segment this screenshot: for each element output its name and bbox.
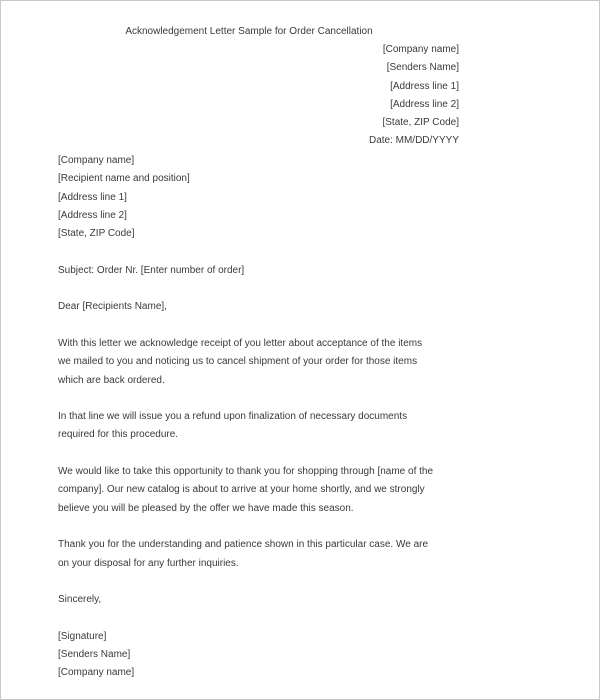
subject-line: Subject: Order Nr. [Enter number of order] — [58, 264, 245, 276]
paragraph-thanks — [58, 463, 478, 518]
letter-body — [58, 152, 478, 683]
paragraph-line: In that line we will issue you a refund upon finalization of necessary documents — [58, 411, 408, 423]
signature-sender-name: [Senders Name] — [58, 649, 131, 661]
paragraph-line: With this letter we acknowledge receipt of you letter about acceptance of the items — [58, 337, 423, 349]
paragraph-line: on your disposal for any further inquiries. — [58, 557, 239, 569]
paragraph-line: We would like to take this opportunity to thank you for shopping through [name of the — [58, 466, 434, 478]
recipient-name-position: [Recipient name and position] — [58, 173, 190, 185]
sender-block — [369, 41, 459, 151]
recipient-state-zip: [State, ZIP Code] — [58, 228, 135, 240]
paragraph-line: Thank you for the understanding and patience shown in this particular case. We are — [58, 539, 429, 551]
salutation: Dear [Recipients Name], — [58, 301, 167, 313]
sender-address-line-1: [Address line 1] — [390, 80, 459, 92]
sender-company: [Company name] — [382, 44, 459, 55]
signature-company: [Company name] — [58, 667, 135, 679]
closing: Sincerely, — [58, 594, 102, 606]
paragraph-line: required for this procedure. — [58, 429, 179, 441]
recipient-block — [58, 152, 478, 243]
recipient-address-line-2: [Address line 2] — [58, 209, 127, 221]
signature-placeholder: [Signature] — [58, 630, 107, 642]
paragraph-line: company]. Our new catalog is about to arrive at your home shortly, and we strongly — [58, 484, 425, 496]
paragraph-acknowledgement — [58, 335, 478, 390]
sender-state-zip: [State, ZIP Code] — [382, 117, 459, 129]
paragraph-refund — [58, 408, 478, 445]
signature-block — [58, 628, 478, 683]
paragraph-inquiries — [58, 536, 478, 573]
document-title: Acknowledgement Letter Sample for Order Cancellation — [125, 26, 373, 37]
letter-date: Date: MM/DD/YYYY — [368, 135, 459, 147]
paragraph-line: believe you will be pleased by the offer we have made this season. — [58, 502, 354, 514]
recipient-company: [Company name] — [58, 155, 135, 166]
recipient-address-line-1: [Address line 1] — [58, 191, 127, 203]
paragraph-line: we mailed to you and noticing us to cancel shipment of your order for those items — [58, 356, 418, 368]
sender-address-line-2: [Address line 2] — [390, 98, 459, 110]
paragraph-line: which are back ordered. — [58, 374, 165, 386]
sender-name: [Senders Name] — [386, 62, 459, 74]
